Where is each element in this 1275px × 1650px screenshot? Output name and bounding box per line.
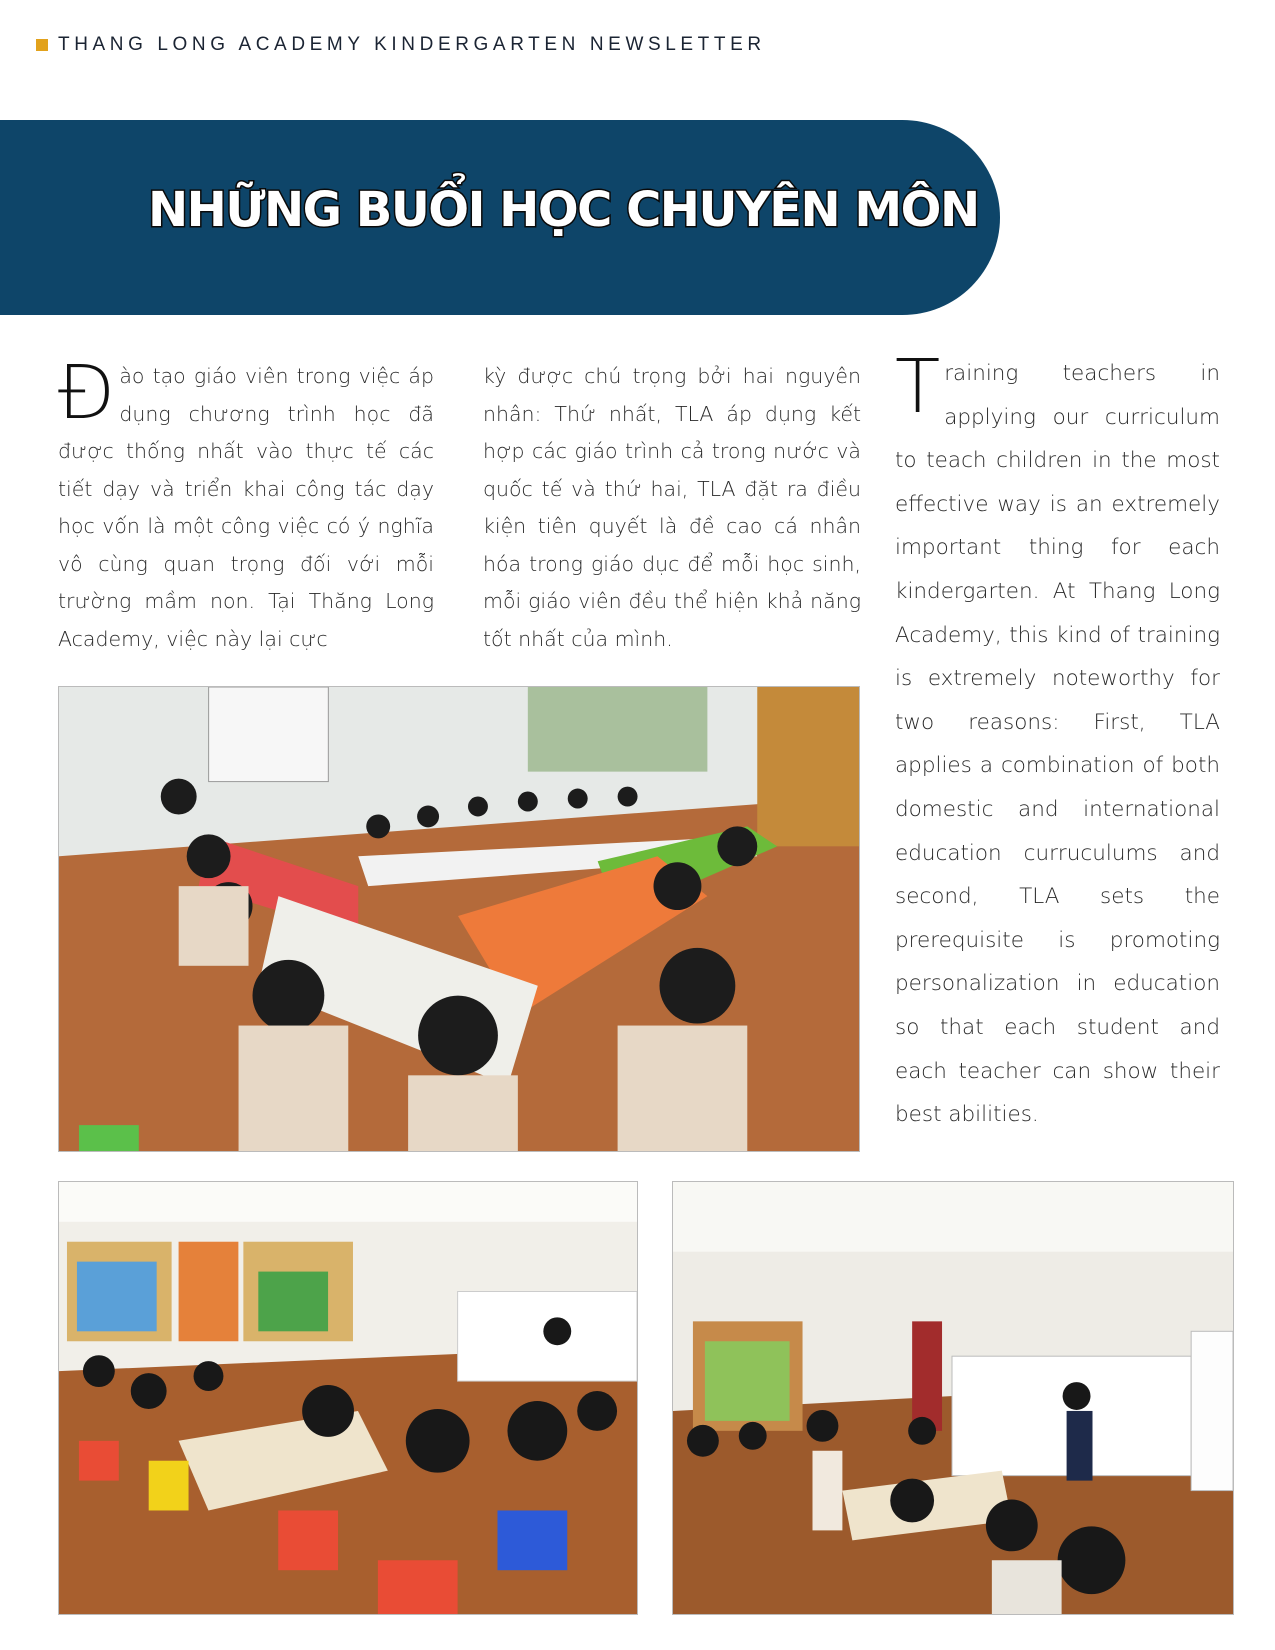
vi-paragraph-1: ào tạo giáo viên trong việc áp dụng chương trình học đã được thống nhất vào thực tế các tiết dạy và triển khai công tác dạy học vốn là một công việc có ý nghĩa vô cùng quan trọng đối với mỗi trường mầm non. Tại Thăng Long Academy, việc này lại cực	[58, 364, 434, 651]
vi-paragraph-2: kỳ được chú trọng bởi hai nguyên nhân: Thứ nhất, TLA áp dụng kết hợp các giáo trình cả trong nước và quốc tế và thứ hai, TLA đặt ra điều kiện tiên quyết là đề cao cá nhân hóa trong giáo dục để mỗi học sinh, mỗi giáo viên đều thể hiện khả năng tốt nhất của mình.	[483, 364, 861, 651]
teachers-meeting-photo	[58, 686, 860, 1152]
newsletter-title: THANG LONG ACADEMY KINDERGARTEN NEWSLETTER	[58, 34, 766, 55]
vietnamese-column-1	[58, 350, 434, 658]
english-column	[895, 344, 1220, 1137]
dropcap-vi: Đ	[58, 350, 116, 436]
newsletter-header	[36, 34, 766, 56]
en-paragraph: raining teachers in applying our curriculum to teach children in the most effective way is an extremely important thing for each kindergarten. At Thang Long Academy, this kind of training is extremely noteworthy for two reasons: First, TLA applies a combination of both domestic and international education curruculums and second, TLA sets the prerequisite is promoting personalization in education so that each student and each teacher can show their best abilities.	[895, 361, 1220, 1128]
page-title: NHỮNG BUỔI HỌC CHUYÊN MÔN	[148, 182, 979, 238]
title-banner	[0, 120, 1000, 315]
header-accent-square	[36, 39, 48, 51]
dropcap-en: T	[895, 344, 941, 430]
vietnamese-column-2	[483, 358, 861, 658]
flipchart-presentation-photo	[672, 1181, 1234, 1615]
classroom-workshop-photo	[58, 1181, 638, 1615]
